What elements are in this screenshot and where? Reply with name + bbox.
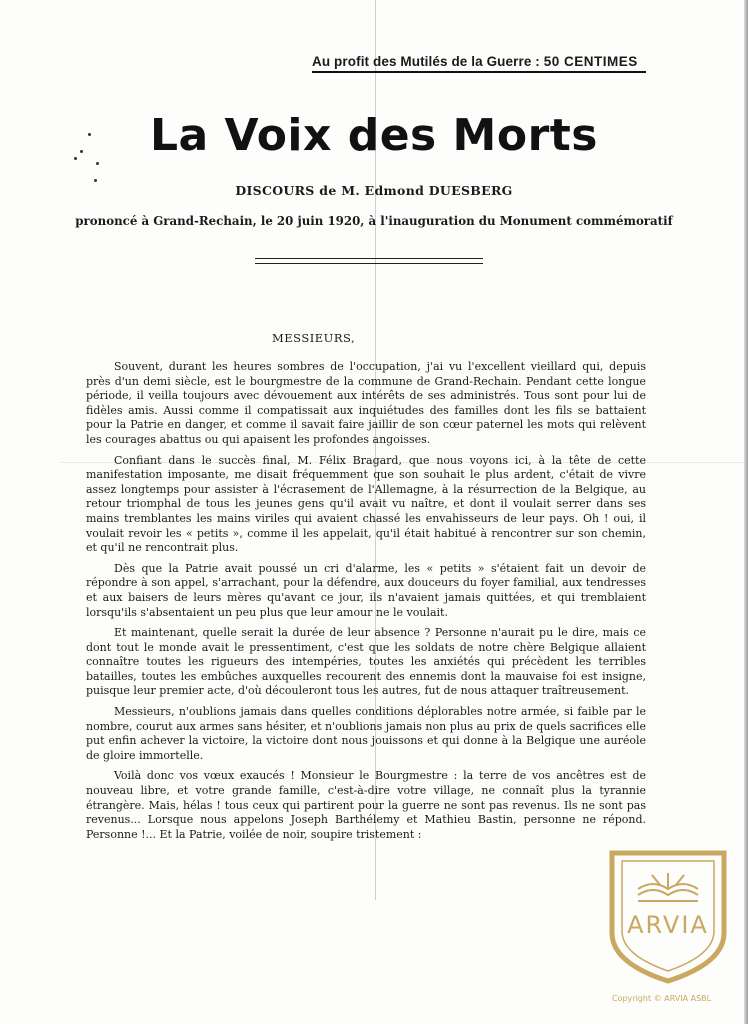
- paragraph: Et maintenant, quelle serait la durée de leur absence ? Personne n'aurait pu le dire, mais ce dont tout le monde avait le pressentiment, c'est que les soldats de notre chère Belgique allaient connaître toutes les rigueurs des intempéries, toutes les anxiétés qui précèdent les terribles batailles, toutes les embûches auxquelles recourent des ennemis dont la mauvaise foi est insigne, puisque leur premier acte, d'où découleront tous les autres, fut de nous attaquer traîtreusement.: [86, 626, 646, 698]
- document-subtitle: DISCOURS de M. Edmond DUESBERG: [235, 183, 513, 198]
- logo-text: ARVIA: [627, 911, 709, 939]
- copyright-notice: Copyright © ARVIA ASBL: [612, 994, 712, 1003]
- paragraph: Messieurs, n'oublions jamais dans quelles conditions déplorables notre armée, si faible par le nombre, courut aux armes sans hésiter, et n'oublions jamais non plus au prix de quels sacrifices elle put enfin achever la victoire, la victoire dont nous jouissons et qui donne à la Belgique une auréole de gloire immortelle.: [86, 705, 646, 762]
- banner-text: Au profit des Mutilés de la Guerre :: [312, 54, 540, 69]
- title-rule-top: [255, 258, 483, 259]
- paragraph: Dès que la Patrie avait poussé un cri d'alarme, les « petits » s'étaient fait un devoir de répondre à son appel, s'arrachant, pour la défendre, aux douceurs du foyer familial, aux tendresses et aux baisers de leurs mères qu'avant ce jour, ils n'avaient jamais quittées, et qui tremblaient lorsqu'ils s'absentaient un peu plus que leur amour ne le voulait.: [86, 561, 646, 619]
- paragraph: Confiant dans le succès final, M. Félix Bragard, que nous voyons ici, à la tête de cette manifestation imposante, me disait fréquemment que son souhait le plus ardent, c'était de vivre assez longtemps pour assister à l'écrasement de l'Allemagne, à la résurrection de la Belgique, au retour triomphal de tous les jeunes gens qu'il avait vu naître, et dont il voulait serrer dans ses mains tremblantes les mains viriles qui avaient chassé les envahisseurs de leur pays. Oh ! oui, il voulait revoir les « petits », comme il les appelait, qu'il était habitué à rencontrer sur son chemin, et qu'il ne rencontrait plus.: [86, 453, 646, 555]
- speech-body: [86, 360, 646, 848]
- banner-price: 50 CENTIMES: [543, 54, 638, 69]
- document-title: La Voix des Morts: [150, 110, 598, 161]
- paragraph: Voilà donc vos vœux exaucés ! Monsieur le Bourgmestre : la terre de vos ancêtres est de nouveau libre, et votre grande famille, c'est-à-dire votre village, ne connaît plus la tyrannie étrangère. Mais, hélas ! tous ceux qui partirent pour la guerre ne sont pas revenus. Ils ne sont pas revenus... Lorsque nous appelons Joseph Barthélemy et Mathieu Bastin, personne ne répond. Personne !... Et la Patrie, voilée de noir, soupire tristement :: [86, 769, 646, 841]
- salutation: MESSIEURS,: [272, 331, 356, 345]
- price-banner: [312, 54, 646, 73]
- document-dateline: prononcé à Grand-Rechain, le 20 juin 1920, à l'inauguration du Monument commémoratif: [75, 214, 673, 228]
- arvia-logo: [604, 845, 732, 985]
- paragraph: Souvent, durant les heures sombres de l'occupation, j'ai vu l'excellent vieillard qui, depuis près d'un demi siècle, est le bourgmestre de la commune de Grand-Rechain. Pendant cette longue période, il veilla toujours avec dévouement aux intérêts de ses administrés. Tous sont pour lui de fidèles amis. Aussi comme il compatissait aux inquiétudes des familles dont les fils se battaient pour la Patrie en danger, et comme il savait faire jaillir de son cœur paternel les mots qui relèvent les courages abattus ou qui apaisent les profondes angoisses.: [86, 360, 646, 446]
- title-rule-bottom: [255, 263, 483, 264]
